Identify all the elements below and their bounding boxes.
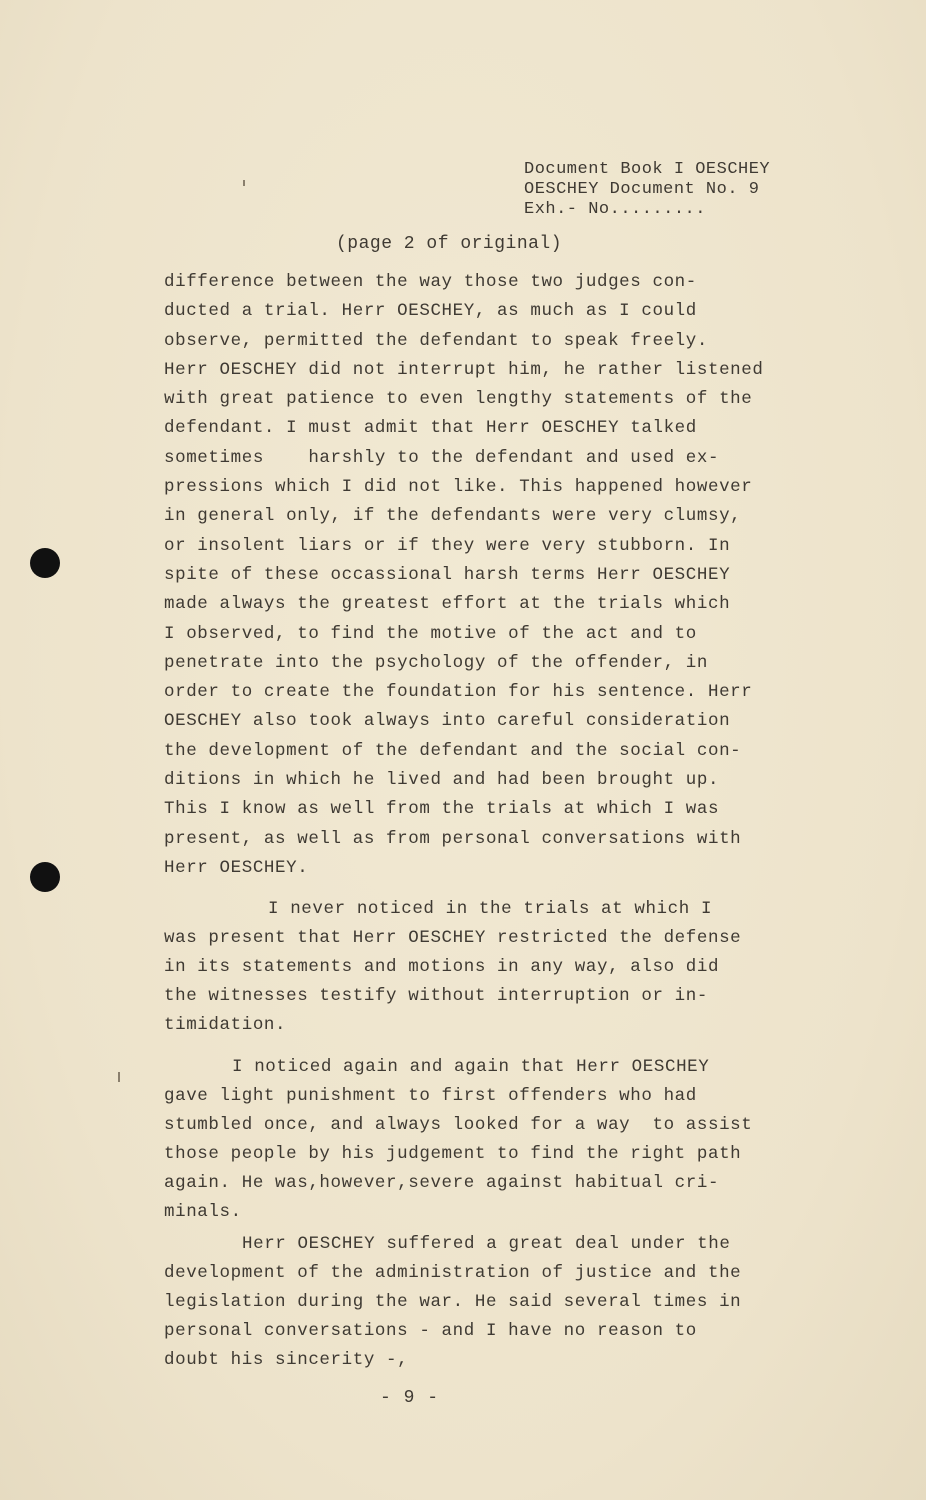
text-line: legislation during the war. He said several times in xyxy=(164,1292,742,1312)
text-line: I never noticed in the trials at which I xyxy=(268,899,713,919)
text-line: This I know as well from the trials at which I was xyxy=(164,799,720,820)
text-line: I noticed again and again that Herr OESCHEY xyxy=(232,1057,710,1077)
text-line: doubt his sincerity -, xyxy=(164,1350,409,1370)
text-line: timidation. xyxy=(164,1015,287,1035)
text-line: with great patience to even lengthy statements of the xyxy=(164,389,753,410)
text-line: ditions in which he lived and had been brought up. xyxy=(164,770,720,791)
header-document-book: Document Book I OESCHEY xyxy=(524,160,771,179)
text-line: difference between the way those two judges con- xyxy=(164,272,697,292)
paragraph-4 xyxy=(164,1230,804,1375)
text-line: observe, permitted the defendant to speak freely. xyxy=(164,330,708,351)
paper-mark xyxy=(118,1072,120,1082)
punch-hole xyxy=(30,862,60,892)
text-line: OESCHEY also took always into careful consideration xyxy=(164,711,731,732)
text-line: the witnesses testify without interruption or in- xyxy=(164,986,708,1006)
text-line: made always the greatest effort at the trials which xyxy=(164,594,731,615)
text-line: Herr OESCHEY. xyxy=(164,857,309,878)
text-line: those people by his judgement to find the right path xyxy=(164,1144,742,1164)
text-line: present, as well as from personal conversations with xyxy=(164,828,742,849)
page-reference: (page 2 of original) xyxy=(336,234,563,254)
text-line: minals. xyxy=(164,1202,242,1222)
paragraph-2 xyxy=(164,895,804,1040)
text-line: the development of the defendant and the social con- xyxy=(164,740,742,761)
text-line: development of the administration of justice and the xyxy=(164,1263,742,1283)
text-line: spite of these occassional harsh terms Herr OESCHEY xyxy=(164,564,731,585)
text-line: sometimes harshly to the defendant and used ex- xyxy=(164,447,720,468)
text-line: ducted a trial. Herr OESCHEY, as much as I could xyxy=(164,301,697,322)
document-header xyxy=(524,160,770,220)
paper-mark xyxy=(243,180,245,186)
text-line: order to create the foundation for his sentence. Herr xyxy=(164,682,753,703)
text-line: gave light punishment to first offenders who had xyxy=(164,1086,697,1106)
text-line: Herr OESCHEY suffered a great deal under the xyxy=(242,1234,731,1254)
text-line: penetrate into the psychology of the offender, in xyxy=(164,652,708,673)
header-exhibit-number: Exh.- No......... xyxy=(524,200,706,219)
text-line: Herr OESCHEY did not interrupt him, he rather listened xyxy=(164,359,764,380)
text-line: again. He was,however,severe against habitual cri- xyxy=(164,1173,720,1193)
text-line: or insolent liars or if they were very stubborn. In xyxy=(164,535,731,556)
text-line: defendant. I must admit that Herr OESCHEY talked xyxy=(164,418,697,439)
text-line: personal conversations - and I have no reason to xyxy=(164,1321,697,1341)
text-line: in general only, if the defendants were very clumsy, xyxy=(164,506,742,527)
page-number: - 9 - xyxy=(380,1388,440,1408)
header-document-number: OESCHEY Document No. 9 xyxy=(524,180,760,199)
text-line: stumbled once, and always looked for a way to assist xyxy=(164,1115,753,1135)
punch-hole xyxy=(30,548,60,578)
text-line: I observed, to find the motive of the act and to xyxy=(164,623,697,644)
text-line: was present that Herr OESCHEY restricted the defense xyxy=(164,928,742,948)
paragraph-3 xyxy=(164,1053,804,1227)
text-line: in its statements and motions in any way, also did xyxy=(164,957,720,977)
paragraph-1 xyxy=(164,268,804,883)
text-line: pressions which I did not like. This happened however xyxy=(164,477,753,498)
